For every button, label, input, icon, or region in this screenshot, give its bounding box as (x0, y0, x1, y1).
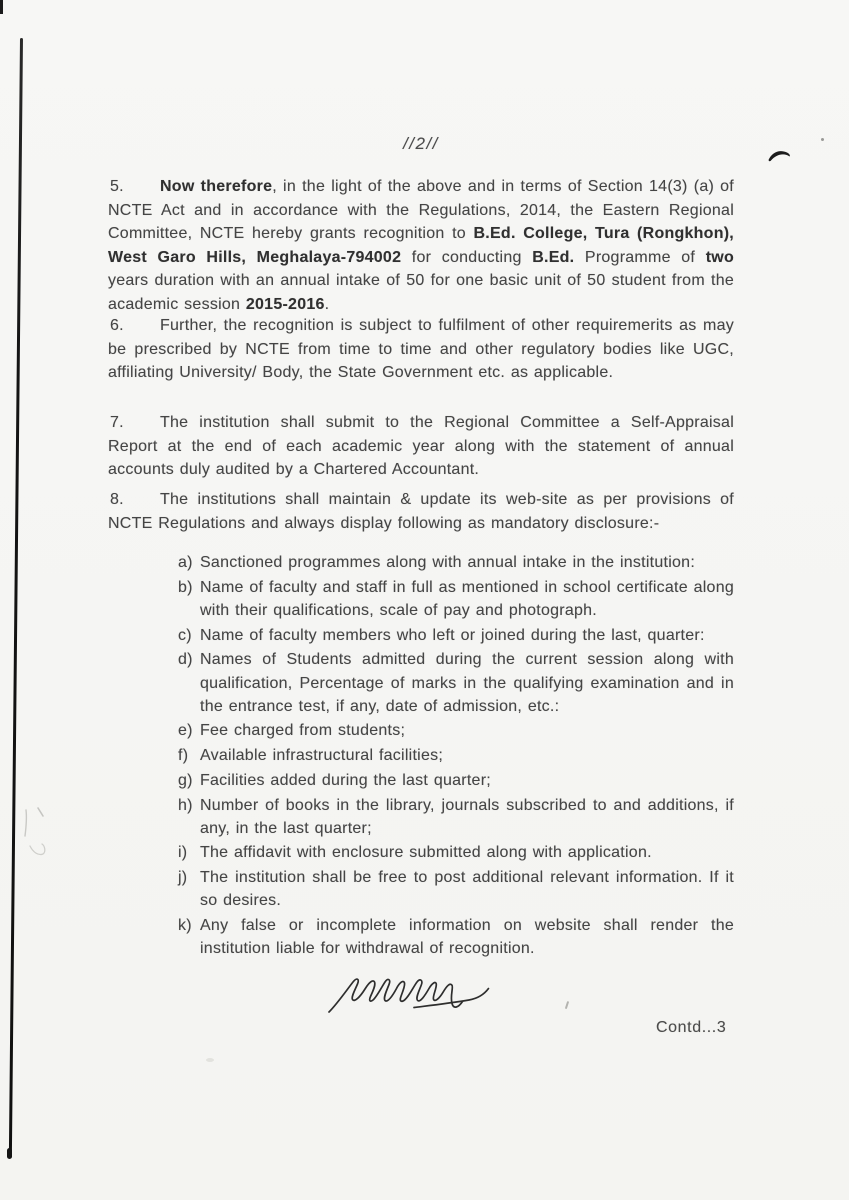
list-item-i (108, 841, 734, 864)
bold-session-years: 2015-2016 (245, 295, 325, 313)
list-item-k-label: k) (178, 917, 192, 935)
list-item-g-text: Facilities added during the last quarter; (200, 771, 491, 789)
page-number-header: //2// (403, 134, 439, 153)
list-item-i-label: i) (178, 844, 188, 862)
list-item-b-text: Name of faculty and staff in full as mentioned in school certificate along with their qualifications, scale of pay and photograph. (200, 578, 734, 619)
bold-college-address: B.Ed. College, Tura (Rongkhon), West Garo Hills, Meghalaya-794002 (108, 225, 735, 266)
list-item-i-text: The affidavit with enclosure submitted along with application. (200, 844, 652, 862)
list-item-c-text: Name of faculty members who left or joined during the last, quarter: (200, 626, 705, 644)
paragraph-5-text (108, 175, 734, 316)
paragraph-6-text: Further, the recognition is subject to fulfilment of other requiremerits as may be prescribed by NCTE from time to time and other regulatory bodies like UGC, affiliating University/ Body, the State Government etc. as applicable. (108, 317, 734, 381)
tick-speck-mark (565, 1001, 569, 1009)
paragraph-7-text: The institution shall submit to the Regional Committee a Self-Appraisal Report at the end of each academic year along with the statement of annual accounts duly audited by a Chartered Accountant. (108, 414, 734, 478)
signature-scribble (326, 972, 498, 1023)
mandatory-disclosure-list (108, 551, 734, 962)
paragraph-5-segment: . (324, 295, 330, 313)
paragraph-5-segment: , in the light of the above and in terms of Section 14(3) (a) of NCTE Act and in accordance with the Regulations, 2014, the Eastern Regional Committee, NCTE hereby grants recognition to (108, 178, 734, 242)
smudge-mark (206, 1058, 214, 1062)
list-item-a-label: a) (178, 554, 193, 571)
crescent-ink-mark (768, 148, 794, 171)
list-item-j-label: j) (178, 869, 188, 887)
list-item-g (108, 769, 734, 792)
list-item-a-text: Sanctioned programmes along with annual intake in the institution: (200, 554, 696, 571)
paragraph-5-segment: Programme of (574, 248, 706, 266)
list-item-h-label: h) (178, 796, 193, 814)
pencil-margin-marks (16, 802, 60, 879)
paragraph-5-segment: for conducting (401, 248, 533, 266)
list-item-b (108, 576, 734, 622)
bold-bed: B.Ed. (532, 248, 575, 266)
contd-footer: Contd...3 (656, 1019, 727, 1036)
list-item-c-label: c) (178, 626, 192, 644)
paragraph-7 (108, 411, 734, 482)
list-item-j (108, 866, 734, 912)
bold-now-therefore: Now therefore (160, 178, 273, 195)
list-item-g-label: g) (178, 771, 193, 789)
scan-line-artifact (8, 38, 22, 1158)
list-item-f-label: f) (178, 747, 189, 765)
bold-two: two (705, 248, 734, 266)
list-item-f (108, 744, 734, 767)
list-item-e (108, 719, 734, 742)
paragraph-5-number: 5. (110, 178, 124, 195)
list-item-j-text: The institution shall be free to post additional relevant information. If it so desires. (200, 869, 734, 910)
list-item-k-text: Any false or incomplete information on website shall render the institution liable for withdrawal of recognition. (200, 917, 734, 958)
list-item-h-text: Number of books in the library, journals subscribed to and additions, if any, in the last quarter; (200, 796, 734, 837)
list-item-k (108, 914, 734, 960)
dot-speck-mark (821, 138, 824, 141)
list-item-a (108, 551, 734, 574)
paragraph-5-segment: years duration with an annual intake of 50 for one basic unit of 50 student from the academic session (108, 272, 734, 313)
list-item-d-text: Names of Students admitted during the current session along with qualification, Percentage of marks in the qualifying examination and in the entrance test, if any, date of admission, etc.: (200, 651, 734, 715)
paragraph-5 (108, 175, 734, 316)
paragraph-8 (108, 488, 734, 535)
list-item-e-label: e) (178, 722, 193, 740)
paragraph-6-number: 6. (110, 317, 124, 334)
paragraph-8-text: The institutions shall maintain & update its web-site as per provisions of NCTE Regulations and always display following as mandatory disclosure:- (108, 491, 734, 532)
paragraph-7-number: 7. (110, 414, 124, 431)
list-item-f-text: Available infrastructural facilities; (200, 747, 444, 765)
list-item-d-label: d) (178, 651, 193, 669)
scan-line-end-blob (7, 1148, 12, 1159)
paragraph-8-number: 8. (110, 491, 124, 508)
list-item-c (108, 624, 734, 647)
list-item-d (108, 648, 734, 718)
list-item-e-text: Fee charged from students; (200, 722, 406, 740)
paragraph-6 (108, 314, 734, 385)
list-item-b-label: b) (178, 578, 193, 596)
scan-corner-mark (0, 0, 3, 14)
list-item-h (108, 794, 734, 840)
